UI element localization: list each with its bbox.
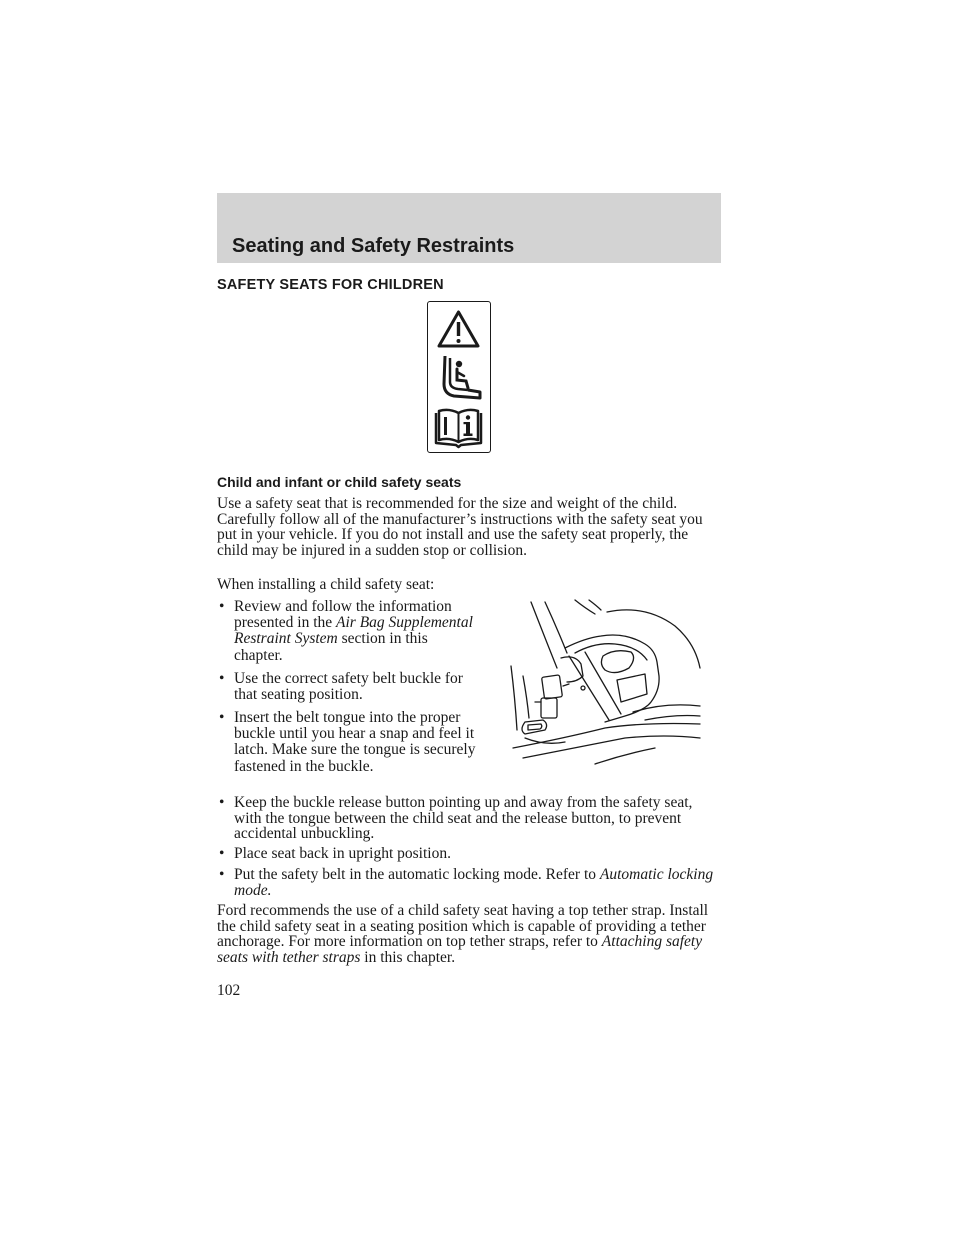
locking-mode-reference: Automatic locking mode: [234, 866, 714, 899]
warning-triangle-icon: [428, 306, 489, 354]
buckle-illustration: [505, 598, 705, 768]
child-seat-icon: [428, 352, 489, 404]
bullet-icon: •: [219, 794, 225, 811]
paragraph-text: Ford recommends the use of a child safety seat having a top tether strap. Install the child safety seat in a seating position which is capable of providing a tether anchorage. For more information on top tether straps, refer to: [217, 902, 709, 950]
intro-paragraph: Use a safety seat that is recommended for the size and weight of the child. Carefully follow all of the manufacturer’s instructions with the safety seat you put in your vehicle. If you do not install and use the safety seat properly, the child may be injured in a sudden stop or collision.: [217, 495, 703, 559]
warning-icon-panel: [427, 301, 491, 453]
list-item: [217, 867, 722, 898]
bullet-icon: •: [219, 866, 225, 883]
owner-guide-info-icon: [428, 405, 489, 451]
bullet-icon: •: [219, 845, 225, 862]
list-item-text: Put the safety belt in the automatic locking mode. Refer to: [234, 866, 600, 883]
bullet-icon: •: [219, 709, 225, 726]
list-item: [217, 599, 479, 664]
subsection-heading: Child and infant or child safety seats: [217, 474, 462, 490]
ford-recommends-paragraph: [217, 903, 722, 965]
list-item-text: Insert the belt tongue into the proper buckle until you hear a snap and feel it latch. Make sure the tongue is securely fastened in the buckle.: [234, 709, 476, 775]
tether-straps-reference: Attaching safety seats with tether straps: [217, 933, 703, 966]
list-item-text: .: [267, 881, 272, 899]
list-item: [217, 710, 479, 775]
list-item-text: section in this chapter.: [234, 630, 428, 664]
paragraph-text: in this chapter.: [360, 948, 456, 966]
list-item: [217, 671, 479, 703]
bullet-icon: •: [219, 598, 225, 615]
section-heading: SAFETY SEATS FOR CHILDREN: [217, 277, 444, 293]
page-title: Seating and Safety Restraints: [232, 235, 515, 257]
list-item-text: Review and follow the information presented in the: [234, 598, 452, 632]
list-item: [217, 846, 722, 862]
list-item-text: Use the correct safety belt buckle for that seating position.: [234, 670, 463, 704]
installing-lead-paragraph: When installing a child safety seat:: [217, 576, 435, 593]
page-number: 102: [217, 982, 241, 999]
bullet-icon: •: [219, 670, 225, 687]
list-item-text: Place seat back in upright position.: [234, 845, 451, 862]
header-band: [217, 193, 721, 263]
list-item-text: Keep the buckle release button pointing up and away from the safety seat, with the tongue between the child seat and the release button, to prevent accidental unbuckling.: [234, 794, 693, 842]
airbag-section-reference: Air Bag Supplemental Restraint System: [234, 614, 473, 648]
list-item: [217, 795, 722, 842]
